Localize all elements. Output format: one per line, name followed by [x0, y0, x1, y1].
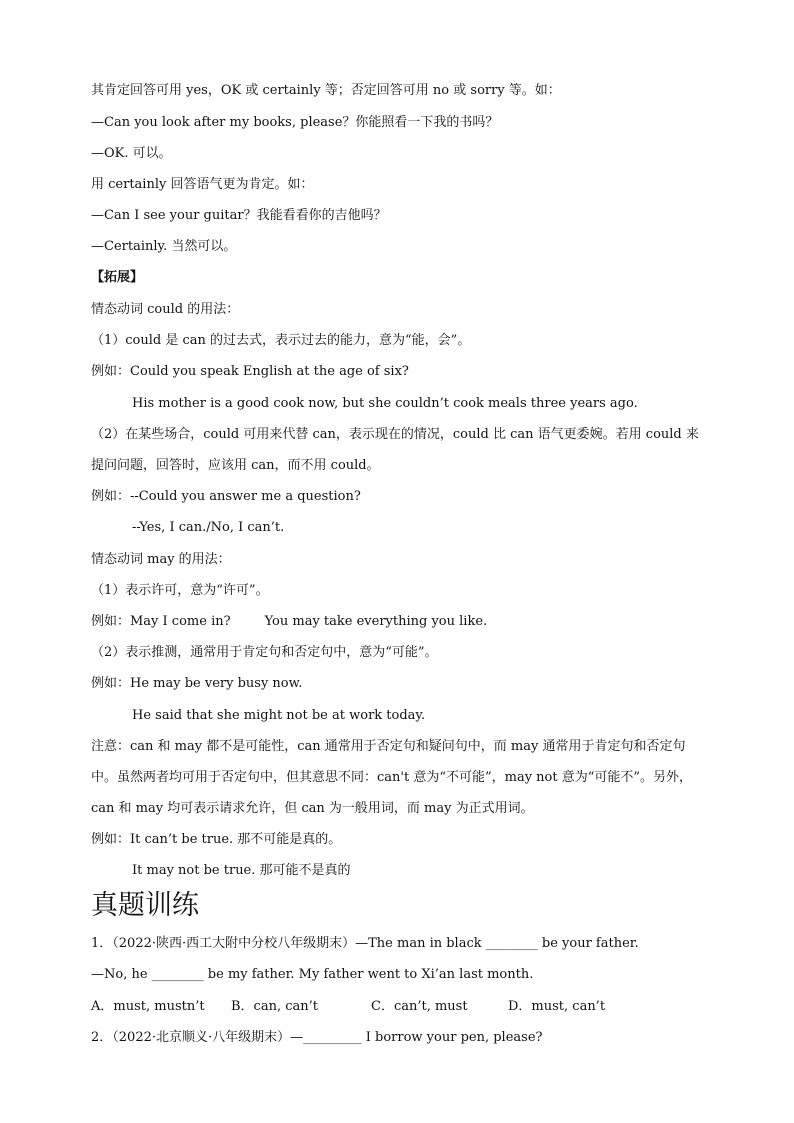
- example-line: His mother is a good cook now, but she couldn’t cook meals three years ago.: [132, 396, 638, 411]
- note-line: 注意：can 和 may 都不是可能性，can 通常用于否定句和疑问句中，而 may 通常用于肯定句和否定句: [91, 739, 686, 754]
- example-line: 例如：Could you speak English at the age of six?: [91, 364, 409, 379]
- example-line: He said that she might not be at work today.: [132, 708, 426, 723]
- text-line: 其肯定回答可用 yes，OK 或 certainly 等；否定回答可用 no 或 sorry 等。如：: [91, 83, 561, 98]
- question-1-stem-cont: —No, he ________ be my father. My father went to Xi’an last month.: [91, 967, 534, 982]
- text-line: （1）表示许可，意为“许可”。: [91, 583, 269, 598]
- example-line: It may not be true. 那可能不是真的: [132, 863, 351, 878]
- example-part: You may take everything you like.: [264, 614, 488, 629]
- section-title: 真题训练: [91, 890, 199, 921]
- text-line: （2）表示推测，通常用于肯定句和否定句中，意为“可能”。: [91, 645, 438, 660]
- note-line: can 和 may 均可表示请求允许，但 can 为一般用词，而 may 为正式用词。: [91, 801, 534, 816]
- note-line: 中。虽然两者均可用于否定句中，但其意思不同：can't 意为“不可能”，may not 意为“可能不”。另外，: [91, 770, 693, 785]
- example-line: 例如：It can’t be true. 那不可能是真的。: [91, 832, 342, 847]
- expansion-heading: 【拓展】: [91, 270, 144, 285]
- text-line: （1）could 是 can 的过去式，表示过去的能力，意为“能，会”。: [91, 333, 471, 348]
- option-b[interactable]: B．can, can’t: [231, 999, 318, 1014]
- text-line: 用 certainly 回答语气更为肯定。如：: [91, 177, 314, 192]
- example-line: [91, 613, 487, 631]
- example-line: —Can I see your guitar？我能看看你的吉他吗？: [91, 208, 387, 223]
- example-line: —OK. 可以。: [91, 146, 172, 161]
- text-line: 提问问题，回答时，应该用 can，而不用 could。: [91, 458, 380, 473]
- question-1-stem: 1．（2022·陕西·西工大附中分校八年级期末）—The man in black ________ be your father.: [91, 936, 639, 951]
- option-d[interactable]: D．must, can’t: [508, 999, 606, 1014]
- example-part: 例如：May I come in?: [91, 614, 231, 629]
- example-line: 例如：--Could you answer me a question?: [91, 489, 361, 504]
- example-line: 例如：He may be very busy now.: [91, 676, 303, 691]
- text-line: 情态动词 could 的用法：: [91, 302, 240, 317]
- question-2-stem: 2．（2022·北京顺义·八年级期末）—_________ I borrow your pen, please?: [91, 1030, 543, 1045]
- option-a[interactable]: A．must, mustn’t: [91, 999, 205, 1014]
- text-line: 情态动词 may 的用法：: [91, 552, 231, 567]
- question-1-options: [91, 998, 605, 1016]
- text-line: （2）在某些场合，could 可用来代替 can，表示现在的情况，could 比 can 语气更委婉。若用 could 来: [91, 427, 699, 442]
- option-c[interactable]: C．can’t, must: [371, 999, 468, 1014]
- example-line: —Certainly. 当然可以。: [91, 239, 237, 254]
- example-line: --Yes, I can./No, I can’t.: [132, 520, 285, 535]
- example-line: —Can you look after my books, please？你能照看一下我的书吗？: [91, 115, 499, 130]
